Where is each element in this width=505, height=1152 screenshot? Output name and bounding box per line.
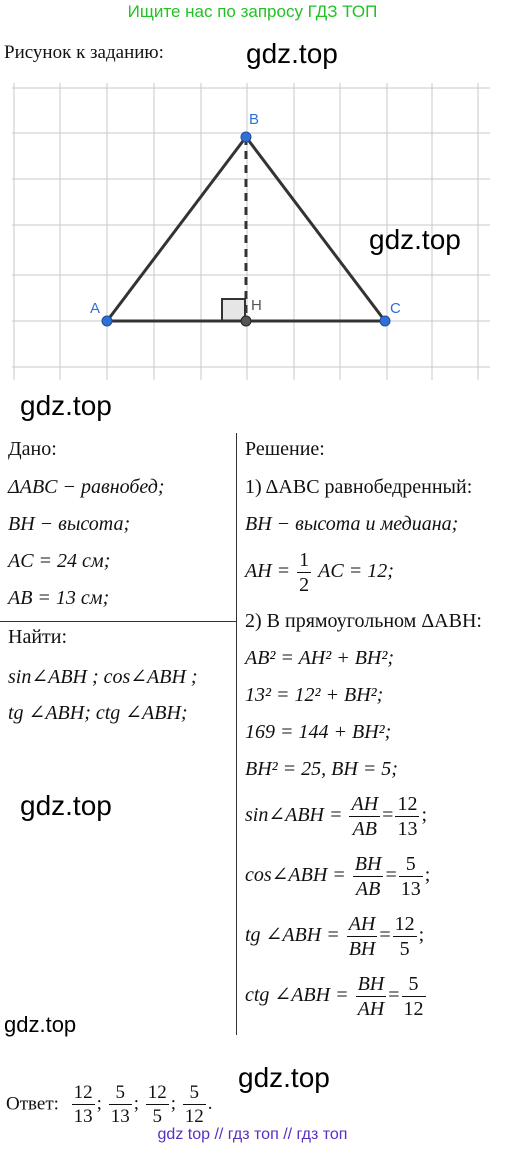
- watermark: gdz.top: [4, 1012, 77, 1037]
- watermark: gdz.top: [246, 38, 338, 69]
- numerator: 5: [183, 1083, 206, 1105]
- punct: ;: [418, 924, 425, 947]
- denominator: 12: [184, 1106, 204, 1127]
- fraction: [393, 914, 417, 959]
- find-line: sin∠ABH ; cos∠ABH ;: [8, 666, 198, 688]
- figure-caption: Рисунок к заданию:: [4, 42, 164, 63]
- point-a: [102, 316, 112, 326]
- point-c: [380, 316, 390, 326]
- denominator: 5: [399, 938, 410, 960]
- fraction: [399, 854, 423, 899]
- find-section: [8, 626, 236, 724]
- equation: AB² = AH² + BH²;: [245, 647, 395, 669]
- label-a: A: [90, 300, 101, 317]
- cos-formula: cos∠ABH = $\frac{BH}{AB}$ = $\frac{5}{13}$ ;: [245, 853, 431, 900]
- denominator: AB: [355, 878, 381, 900]
- ctg-formula: ctg ∠ABH = $\frac{BH}{AH}$ = $\frac{5}{12}$: [245, 973, 424, 1020]
- given-line: BH − высота;: [8, 513, 131, 535]
- denominator: 5: [152, 1106, 162, 1127]
- solution-title: Решение:: [245, 438, 325, 460]
- fraction: [72, 1083, 95, 1126]
- fraction: [183, 1083, 206, 1126]
- find-line: tg ∠ABH; ctg ∠ABH;: [8, 702, 188, 724]
- column-divider: [236, 433, 237, 1035]
- denominator: 2: [299, 574, 310, 596]
- answer: Ответ: $\frac{12}{13}$ ; $\frac{5}{13}$ ; $\frac{12}{5}$ ; $\frac{5}{12}$ .: [6, 1082, 213, 1127]
- sin-formula: sin∠ABH = $\frac{AH}{AB}$ = $\frac{12}{13}$ ;: [245, 793, 427, 840]
- given-section: [8, 438, 236, 618]
- numerator: AH: [351, 793, 379, 815]
- fraction: [395, 794, 419, 839]
- fraction: [353, 854, 384, 899]
- trig-lhs: sin∠ABH =: [245, 804, 343, 827]
- fraction: [297, 550, 311, 595]
- punct: ;: [424, 864, 431, 887]
- fraction: [109, 1083, 132, 1126]
- right-angle-mark: [222, 299, 245, 321]
- watermark: gdz.top: [20, 390, 112, 421]
- ah-formula: [245, 550, 394, 595]
- punct: ;: [421, 804, 427, 827]
- ah-rhs: AC = 12;: [318, 560, 394, 583]
- search-banner[interactable]: Ищите нас по запросу ГДЗ ТОП: [127, 2, 378, 21]
- given-line: AB = 13 см;: [8, 587, 110, 609]
- denominator: 12: [403, 998, 424, 1020]
- equation: 169 = 144 + BH²;: [245, 721, 392, 743]
- find-title: Найти:: [8, 626, 68, 648]
- numerator: 12: [73, 1082, 93, 1103]
- numerator: 5: [109, 1083, 132, 1105]
- fraction: [146, 1083, 169, 1126]
- tg-formula: tg ∠ABH = $\frac{AH}{BH}$ = $\frac{12}{5}$ ;: [245, 913, 425, 960]
- denominator: 13: [110, 1106, 130, 1127]
- trig-lhs: tg ∠ABH =: [245, 924, 340, 947]
- numerator: AH: [348, 913, 376, 935]
- denominator: 13: [400, 878, 421, 900]
- given-line: ΔABC − равнобед;: [8, 476, 165, 498]
- label-b: B: [249, 111, 260, 128]
- fraction: [347, 914, 378, 959]
- numerator: 12: [147, 1082, 167, 1103]
- watermark: gdz.top: [20, 790, 112, 821]
- fraction: [402, 974, 426, 1019]
- label-c: C: [390, 300, 401, 317]
- section-divider: [0, 621, 236, 622]
- denominator: 13: [73, 1106, 93, 1127]
- given-line: AC = 24 см;: [8, 550, 111, 572]
- fraction: [349, 794, 380, 839]
- solution-section: [245, 438, 503, 1038]
- point-b: [241, 132, 251, 142]
- numerator: BH: [354, 853, 382, 875]
- denominator: AB: [352, 818, 378, 840]
- given-title: Дано:: [8, 438, 57, 460]
- solution-step1b: BH − высота и медиана;: [245, 513, 459, 535]
- numerator: 12: [397, 793, 418, 815]
- equation: BH² = 25, BH = 5;: [245, 758, 398, 780]
- solution-step2: 2) В прямоугольном ΔABH:: [245, 610, 482, 632]
- watermark: gdz.top: [369, 224, 461, 255]
- numerator: BH: [357, 973, 385, 995]
- numerator: 1: [299, 549, 310, 571]
- solution-step1: 1) ΔABC равнобедренный:: [245, 476, 473, 498]
- denominator: 13: [397, 818, 418, 840]
- fraction: [356, 974, 387, 1019]
- numerator: 12: [394, 913, 415, 935]
- trig-lhs: cos∠ABH =: [245, 864, 346, 887]
- point-h: [241, 316, 251, 326]
- answer-label: Ответ:: [6, 1093, 59, 1115]
- footer-links[interactable]: gdz top // гдз топ // гдз топ: [157, 1126, 348, 1143]
- numerator: 5: [402, 974, 426, 997]
- side-ab: [107, 137, 246, 321]
- denominator: BH: [348, 938, 376, 960]
- trig-lhs: ctg ∠ABH =: [245, 984, 349, 1007]
- watermark: gdz.top: [238, 1062, 330, 1093]
- label-h: H: [251, 297, 262, 314]
- ah-lhs: AH =: [245, 560, 291, 583]
- numerator: 5: [399, 854, 423, 877]
- side-bc: [246, 137, 385, 321]
- equation: 13² = 12² + BH²;: [245, 684, 384, 706]
- denominator: AH: [357, 998, 385, 1020]
